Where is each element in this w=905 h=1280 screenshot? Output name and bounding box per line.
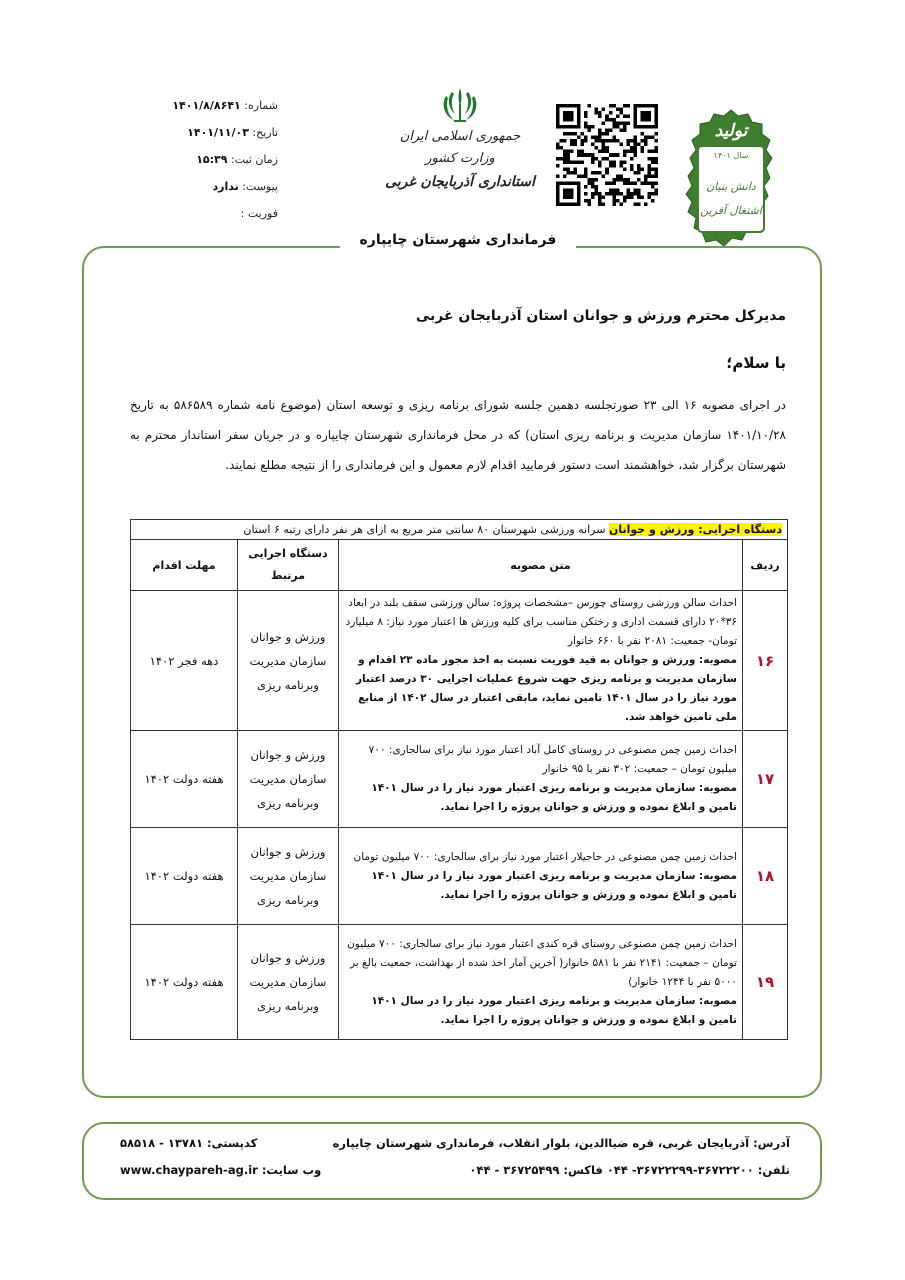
- iran-emblem-icon: [438, 86, 482, 124]
- badge-line-employment: اشتغال آفرین: [700, 204, 762, 217]
- table-row: [131, 828, 788, 925]
- footer-phone-fax: تلفن: ۳۶۷۲۲۲۰۰-۳۶۷۲۲۲۹۹- ۰۴۴ فاکس: ۳۶۷۲۵۴۹۹ - ۰۴۴: [469, 1163, 790, 1177]
- badge-line-knowledge: دانش بنیان: [706, 180, 756, 193]
- header-line-ministry: وزارت کشور: [425, 151, 495, 166]
- row-description: [339, 828, 743, 925]
- row-description: [339, 925, 743, 1040]
- header-related-agency: دستگاه اجرایی مرتبط: [238, 540, 339, 591]
- row-description: [339, 731, 743, 828]
- meta-number: [128, 92, 278, 119]
- row-number: ۱۹: [743, 925, 788, 1040]
- qr-code-icon: [556, 104, 658, 206]
- header-resolution-text: متن مصوبه: [339, 540, 743, 591]
- meta-date: [128, 119, 278, 146]
- row-number: ۱۸: [743, 828, 788, 925]
- row-number: ۱۶: [743, 591, 788, 731]
- row-related-agency: ورزش و جوانان سازمان مدیریت وبرنامه ریزی: [238, 925, 339, 1040]
- meta-urgency-label: فوریت :: [240, 207, 278, 220]
- row-desc-text: احداث زمین چمن مصنوعی در حاجیلار اعتبار مورد نیاز برای سالجاری: ۷۰۰ میلیون تومان: [353, 850, 737, 863]
- badge-title: تولید: [714, 121, 748, 141]
- meta-time-value: ۱۵:۳۹: [196, 153, 228, 166]
- exec-row: [131, 520, 788, 540]
- letter-footer: [82, 1122, 822, 1200]
- footer-postal-code: کدپستی: ۱۳۷۸۱ - ۵۸۵۱۸: [120, 1136, 258, 1150]
- table-row: [131, 591, 788, 731]
- exec-agency-desc: سرانه ورزشی شهرستان ۸۰ سانتی متر مربع به ازای هر نفر دارای رتبه ۶ استان: [243, 523, 606, 536]
- table-row: [131, 731, 788, 828]
- row-number: ۱۷: [743, 731, 788, 828]
- ministry-header: [380, 126, 540, 194]
- table-header-row: [131, 540, 788, 591]
- row-deadline: هفته دولت ۱۴۰۲: [131, 731, 238, 828]
- meta-urgency: [128, 200, 278, 227]
- letter-body: در اجرای مصوبه ۱۶ الی ۲۳ صورتجلسه دهمین جلسه شورای برنامه ریزی و توسعه استان (موضوع نامه شماره ۵۸۶۵۸۹ به تاریخ ۱۴۰۱/۱۰/۲۸ سازمان مدیریت و برنامه ریزی استان) که در محل فرمانداری شهرستان چایپاره و در جریان سفر استاندار محترم به شهرستان برگزار شد، خواهشمند است دستور فرمایید اقدام لازم معمول و این فرمانداری را از نتیجه مطلع نمایند.: [130, 398, 787, 472]
- footer-website: [120, 1163, 420, 1177]
- row-desc-text: احداث زمین چمن مصنوعی روستای قره کندی اعتبار مورد نیاز برای سالجاری: ۷۰۰ میلیون تومان – جمعیت: ۲۱۴۱ نفر با ۵۸۱ خانوار( آخرین آمار اخذ شده از بهداشت، جمعیت بالغ بر ۵۰۰۰ نفر با ۱۲۴۴ خانوار): [347, 937, 737, 988]
- meta-time-label: زمان ثبت:: [230, 153, 278, 166]
- meta-attachment-label: پیوست:: [242, 180, 278, 193]
- exec-cell: [131, 520, 788, 540]
- row-related-agency: ورزش و جوانان سازمان مدیریت وبرنامه ریزی: [238, 828, 339, 925]
- row-desc-text: احداث زمین چمن مصنوعی در روستای کامل آباد اعتبار مورد نیاز برای سالجاری: ۷۰۰ میلیون تومان – جمعیت: ۳۰۲ نفر با ۹۵ خانوار: [368, 744, 737, 775]
- meta-date-label: تاریخ:: [252, 126, 278, 139]
- footer-address: آدرس: آذربایجان غربی، قره ضیاالدین، بلوار انقلاب، فرمانداری شهرستان چایپاره: [332, 1136, 790, 1150]
- row-approved-text: مصوبه: ورزش و جوانان به قید فوریت نسبت به اخذ مجوز ماده ۲۳ اقدام و سازمان مدیریت و برنامه ریزی جهت شروع عملیات اجرایی ۳۰ درصد اعتبار مورد نیاز را در سال ۱۴۰۱ تامین نماید، مابقی اعتبار در سال ۱۴۰۲ از منابع ملی تامین خواهد شد.: [355, 654, 737, 723]
- letter-meta: [128, 92, 278, 227]
- row-deadline: دهه فجر ۱۴۰۲: [131, 591, 238, 731]
- footer-website-link[interactable]: www.chaypareh-ag.ir: [120, 1163, 258, 1177]
- table-row: [131, 925, 788, 1040]
- header-deadline: مهلت اقدام: [131, 540, 238, 591]
- meta-attachment-value: ندارد: [212, 180, 239, 193]
- production-year-badge: [676, 106, 786, 258]
- meta-date-value: ۱۴۰۱/۱۱/۰۳: [187, 126, 249, 139]
- row-approved-text: مصوبه: سازمان مدیریت و برنامه ریزی اعتبار مورد نیاز را در سال ۱۴۰۱ تامین و ابلاغ نموده و ورزش و جوانان پروژه را اجرا نماید.: [371, 782, 737, 813]
- meta-number-value: ۱۴۰۱/۸/۸۶۴۱: [172, 99, 241, 112]
- letter-salutation: با سلام؛: [726, 354, 786, 372]
- row-description: [339, 591, 743, 731]
- meta-time: [128, 146, 278, 173]
- row-approved-text: مصوبه: سازمان مدیریت و برنامه ریزی اعتبار مورد نیاز را در سال ۱۴۰۱ تامین و ابلاغ نموده و ورزش و جوانان پروژه را اجرا نماید.: [371, 869, 737, 901]
- header-line-province: استانداری آذربایجان غربی: [385, 174, 535, 190]
- meta-number-label: شماره:: [244, 99, 278, 112]
- row-related-agency: ورزش و جوانان سازمان مدیریت وبرنامه ریزی: [238, 591, 339, 731]
- header-row-no: ردیف: [743, 540, 788, 591]
- row-related-agency: ورزش و جوانان سازمان مدیریت وبرنامه ریزی: [238, 731, 339, 828]
- row-deadline: هفته دولت ۱۴۰۲: [131, 828, 238, 925]
- letter-recipient: مدیرکل محترم ورزش و جوانان استان آذربایجان غربی: [415, 308, 786, 324]
- header-line-republic: جمهوری اسلامی ایران: [399, 129, 521, 144]
- meta-attachment: [128, 173, 278, 200]
- exec-agency-label: دستگاه اجرایی: ورزش و جوانان: [608, 523, 782, 536]
- row-desc-text: احداث سالن ورزشی روستای چورس –مشخصات پروژه: سالن ورزشی سقف بلند در ابعاد ۳۶*۲۰ دارای قسمت اداری و رختکن مناسب برای کلیه ورزش ها اعتبار مورد نیاز: ۸ میلیارد تومان- جمعیت: ۲۰۸۱ نفر با ۶۶۰ خانوار: [345, 597, 737, 647]
- footer-website-label: وب سایت:: [261, 1163, 322, 1177]
- badge-year: سال ۱۴۰۱: [713, 151, 749, 160]
- row-deadline: هفته دولت ۱۴۰۲: [131, 925, 238, 1040]
- governorate-title: فرمانداری شهرستان چایپاره: [340, 232, 576, 248]
- resolutions-table: [130, 519, 788, 1040]
- row-approved-text: مصوبه: سازمان مدیریت و برنامه ریزی اعتبار مورد نیاز را در سال ۱۴۰۱ تامین و ابلاغ نموده و ورزش و جوانان پروژه را اجرا نماید.: [371, 994, 737, 1026]
